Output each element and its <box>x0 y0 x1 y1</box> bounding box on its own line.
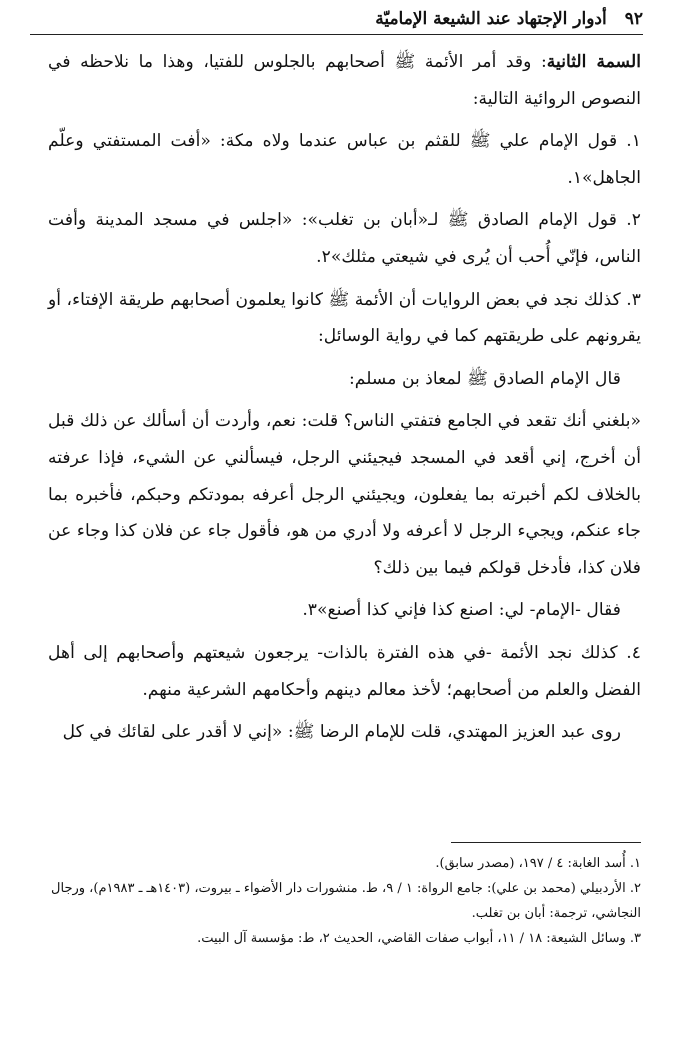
footnote: ٢. الأردبيلي (محمد بن علي): جامع الرواة: ١ / ٩، ط. منشورات دار الأضواء ـ بيروت، (١٤٠٣هـ ـ ١٩٨٣م)، ورجال النجاشي، ترجمة: أبان بن تغلب. <box>51 881 641 921</box>
footnote: ١. أُسد الغابة: ٤ / ١٩٧، (مصدر سابق). <box>435 856 641 871</box>
paragraph-text: روى عبد العزيز المهتدي، قلت للإمام الرضا ﷺ: «إني لا أقدر على لقائك في كل <box>62 722 621 743</box>
paragraph <box>48 592 641 629</box>
paragraph <box>48 123 641 196</box>
header-rule <box>30 34 643 35</box>
paragraph-text: فقال -الإمام- لي: اصنع كذا فإني كذا أصنع»٣. <box>302 600 621 621</box>
paragraph <box>48 282 641 355</box>
running-title: أدوار الإجتهاد عند الشيعة الإماميّة <box>375 9 607 29</box>
paragraph <box>48 361 641 398</box>
footnote: ٣. وسائل الشيعة: ١٨ / ١١، أبواب صفات القاضي، الحديث ٢، ط: مؤسسة آل البيت. <box>197 931 641 946</box>
footnote-rule <box>451 842 641 843</box>
paragraph <box>48 44 641 117</box>
paragraph-text: : وقد أمر الأئمة ﷺ أصحابهم بالجلوس للفتيا، وهذا ما نلاحظه في النصوص الروائية التالية: <box>48 52 641 109</box>
paragraph-text: ٣. كذلك نجد في بعض الروايات أن الأئمة ﷺ كانوا يعلمون أصحابهم طريقة الإفتاء، أو يقرونهم على طريقتهم كما في رواية الوسائل: <box>48 289 641 347</box>
paragraph <box>48 202 641 275</box>
paragraph <box>48 635 641 708</box>
paragraph-text: ٤. كذلك نجد الأئمة -في هذه الفترة بالذات- يرجعون شيعتهم وأصحابهم إلى أهل الفضل والعلم من أصحابهم؛ لأخذ معالم دينهم وأحكامهم الشرعية منهم. <box>48 642 641 700</box>
page-number: ٩٢ <box>624 9 643 29</box>
paragraph <box>48 403 641 586</box>
paragraph-text: قال الإمام الصادق ﷺ لمعاذ بن مسلم: <box>349 368 621 389</box>
main-text <box>48 44 641 757</box>
footnotes <box>48 842 641 951</box>
paragraph-lead: السمة الثانية <box>546 52 641 72</box>
paragraph-text: ٢. قول الإمام الصادق ﷺ لـ«أبان بن تغلب»: «اجلس في مسجد المدينة وأفت الناس، فإنّي أُحب أن يُرى في شيعتي مثلك»٢. <box>48 210 641 267</box>
page-header <box>30 6 643 32</box>
paragraph-text: «بلغني أنك تقعد في الجامع فتفتي الناس؟ قلت: نعم، وأردت أن أسألك عن ذلك قبل أن أخرج، إني أقعد في المسجد فيجيئني الرجل، فيسألني عن الشيء، فإذا عرفته بالخلاف لكم أخبرته بما يفعلون، ويجيئني الرجل أعرفه بمودتكم وحبكم، فأخبره بما جاء عنكم، ويجيء الرجل لا أعرفه ولا أدري من هو، فأقول جاء عن فلان كذا وجاء عن فلان كذا، فأدخل قولكم فيما بين ذلك؟ <box>48 411 641 578</box>
paragraph-text: ١. قول الإمام علي ﷺ للقثم بن عباس عندما ولاه مكة: «أفت المستفتي وعلّم الجاهل»١. <box>48 131 641 188</box>
paragraph <box>48 714 641 751</box>
